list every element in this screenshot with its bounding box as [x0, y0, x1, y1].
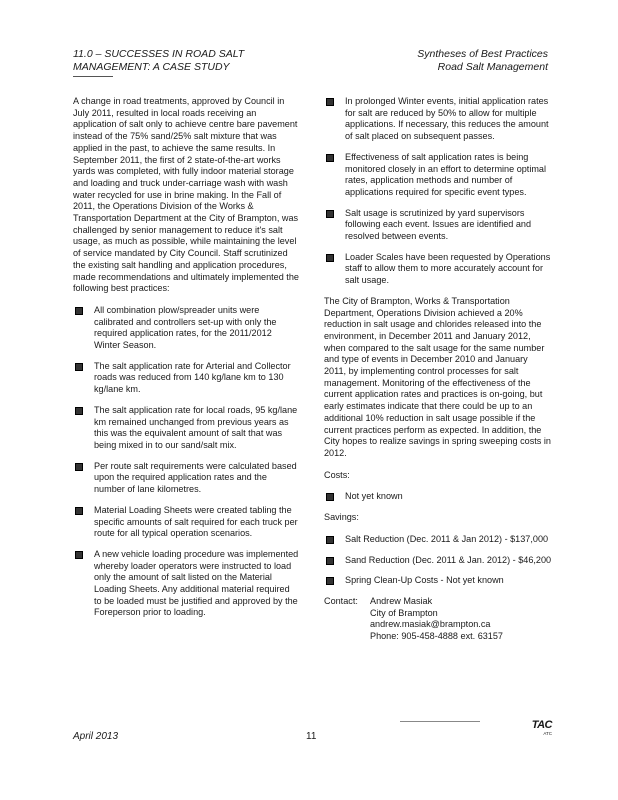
header-left-line2: MANAGEMENT: A CASE STUDY — [73, 61, 230, 73]
right-column — [324, 96, 552, 643]
list-item: Material Loading Sheets were created tabling the specific amounts of salt required for each truck per route for all typical operation scenarios. — [73, 505, 299, 540]
square-bullet-icon — [326, 536, 334, 544]
square-bullet-icon — [326, 557, 334, 565]
page-number: 11 — [306, 731, 317, 742]
best-practices-list — [73, 305, 299, 619]
square-bullet-icon — [75, 507, 83, 515]
square-bullet-icon — [326, 210, 334, 218]
square-bullet-icon — [326, 577, 334, 585]
contact-organization: City of Brampton — [370, 607, 438, 618]
header-right-line1: Syntheses of Best Practices — [417, 48, 548, 60]
intro-paragraph: A change in road treatments, approved by Council in July 2011, resulted in local roads receiving an application of salt only to achieve centre bare pavement instead of the 75% sand/25% salt mixture that was applied in the past, to achieve the same results. In September 2011, the first of 2 state-of-the-art works yards was completed, with fully indoor material storage and loading and truck under-carriage wash with wash water recycled for use in brine making. In the Fall of 2011, the Operations Division of the Works & Transportation Department at the City of Brampton, was challenged by senior management to reduce it's salt usage, as much as possible, while maintaining the level of service mandated by City Council. Staff scrutinized the existing salt handling and application procedures, made recommendations and ultimately implemented the following best practices: — [73, 96, 299, 294]
contact-label: Contact: — [324, 595, 358, 606]
list-item: Not yet known — [324, 491, 552, 503]
header-section-title — [73, 48, 244, 74]
square-bullet-icon — [326, 154, 334, 162]
list-item: Loader Scales have been requested by Operations staff to allow them to more accurately account for salt usage. — [324, 252, 552, 287]
list-item: The salt application rate for local roads, 95 kg/lane km remained unchanged from previous years as this was the equivalent amount of salt that was being mixed in to our sand/salt mix. — [73, 405, 299, 452]
continued-practices-list — [324, 96, 552, 287]
contact-phone: Phone: 905-458-4888 ext. 63157 — [370, 631, 503, 642]
costs-label: Costs: — [324, 469, 350, 480]
list-item: All combination plow/spreader units were calibrated and controllers set-up with only the required application rates, for the 2011/2012 Winter Season. — [73, 305, 299, 352]
list-item: Spring Clean-Up Costs - Not yet known — [324, 575, 552, 587]
list-item: In prolonged Winter events, initial application rates for salt are reduced by 50% to allow for multiple applications. If necessary, this reduces the amount of salt placed on subsequent passes. — [324, 96, 552, 143]
contact-name: Andrew Masiak — [370, 595, 433, 606]
square-bullet-icon — [75, 551, 83, 559]
contact-email[interactable]: andrew.masiak@brampton.ca — [370, 619, 491, 630]
list-item: Effectiveness of salt application rates is being monitored closely in an effort to determine optimal rates, application methods and number of applications required for specific event types. — [324, 152, 552, 199]
square-bullet-icon — [75, 463, 83, 471]
logo-text: TAC — [531, 719, 552, 731]
tac-logo — [500, 719, 552, 737]
contact-block — [324, 596, 552, 643]
footer-rule — [400, 721, 480, 722]
left-column — [73, 96, 299, 628]
square-bullet-icon — [75, 307, 83, 315]
list-item: Salt Reduction (Dec. 2011 & Jan 2012) - $137,000 — [324, 534, 552, 546]
footer-date: April 2013 — [73, 731, 119, 742]
square-bullet-icon — [326, 254, 334, 262]
header-document-title — [417, 48, 548, 74]
square-bullet-icon — [75, 363, 83, 371]
costs-list — [324, 491, 552, 503]
savings-list — [324, 534, 552, 587]
list-item: A new vehicle loading procedure was implemented whereby loader operators were instructed to load only the amount of salt listed on the Material Loading Sheets. Any additional material required to be loaded must be justified and approved by the Foreperson prior to loading. — [73, 549, 299, 619]
header-left-line1: 11.0 – SUCCESSES IN ROAD SALT — [73, 48, 245, 60]
logo-subtext: ATC — [543, 731, 552, 736]
square-bullet-icon — [75, 407, 83, 415]
list-item: Sand Reduction (Dec. 2011 & Jan. 2012) - $46,200 — [324, 555, 552, 567]
results-paragraph: The City of Brampton, Works & Transportation Department, Operations Division achieved a 20% reduction in salt usage and chlorides released into the environment, in December 2011 and January 2012, when compared to the salt usage for the same number and type of events in December 2010 and January 2011, by implementing control processes for salt management. Monitoring of the effectiveness of the current application rates and practices is on-going, but early estimates indicate that there could be up to an additional 10% reduction in salt usage possible if the current practices perform as expected. In addition, the City hopes to realize savings in spring sweeping costs in 2012. — [324, 295, 551, 458]
square-bullet-icon — [326, 98, 334, 106]
header-rule — [73, 76, 113, 77]
header-right-line2: Road Salt Management — [437, 61, 548, 73]
square-bullet-icon — [326, 493, 334, 501]
list-item: Salt usage is scrutinized by yard supervisors following each event. Issues are identified and resolved between events. — [324, 208, 552, 243]
contact-details — [370, 596, 503, 643]
list-item: Per route salt requirements were calculated based upon the required application rates and the number of lane kilometres. — [73, 461, 299, 496]
list-item: The salt application rate for Arterial and Collector roads was reduced from 140 kg/lane km to 130 kg/lane km. — [73, 361, 299, 396]
savings-label: Savings: — [324, 512, 359, 523]
